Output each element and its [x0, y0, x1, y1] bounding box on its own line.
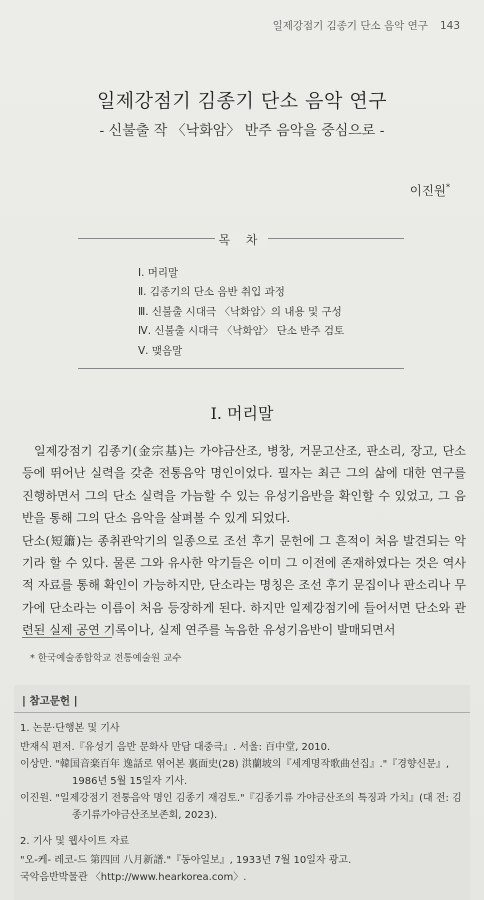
toc-item[interactable]: Ⅳ. 신불출 시대극 〈낙화암〉 단소 반주 검토	[138, 325, 345, 338]
author	[410, 181, 450, 199]
toc-item[interactable]: Ⅱ. 김종기의 단소 음반 취입 과정	[138, 286, 285, 299]
reference-entry: "오-케- 레코-드 第四回 八月新譜."『동아일보』, 1933년 7월 10일자 광고.	[20, 855, 352, 866]
footnote: * 한국예술종합학교 전통예술원 교수	[30, 653, 182, 664]
body-text	[22, 440, 466, 642]
section-heading: Ⅰ. 머리말	[210, 404, 274, 423]
running-title: 일제강점기 김종기 단소 음악 연구	[272, 20, 428, 32]
table-of-contents	[78, 233, 404, 369]
reference-category: 2. 기사 및 웹사이트 자료	[20, 836, 130, 847]
article-title: 일제강점기 김종기 단소 음악 연구	[96, 90, 388, 112]
footnote-rule	[22, 637, 112, 638]
toc-list	[138, 264, 344, 361]
spacer	[20, 824, 460, 832]
body-paragraph: 일제강점기 김종기(金宗基)는 가야금산조, 병창, 거문고산조, 판소리, 장고, 단소 등에 뛰어난 실력을 갖춘 전통음악 명인이었다. 필자는 최근 그의 삶에 대한 연구를 진행하면서 그의 단소 실력을 가늠할 수 있는 유성기음반을 확인할 수 있었고, 그 음반을 통해 그의 단소 음악을 살펴볼 수 있게 되었다.	[22, 444, 466, 526]
article-subtitle: - 신불출 작 〈낙화암〉 반주 음악을 중심으로 -	[99, 123, 385, 139]
references-body	[20, 719, 460, 886]
toc-item[interactable]: Ⅲ. 신불출 시대극 〈낙화암〉의 내용 및 구성	[138, 305, 342, 318]
references-box	[14, 685, 470, 900]
toc-title: 목 차	[78, 231, 404, 248]
references-title: | 참고문헌 |	[22, 695, 78, 707]
running-header	[273, 18, 460, 33]
reference-entry-continuation: 종기류가야금산조보존회, 2023).	[72, 810, 218, 821]
reference-category: 1. 논문·단행본 및 기사	[20, 723, 120, 734]
page-number: 143	[439, 20, 460, 32]
toc-item[interactable]: Ⅰ. 머리말	[138, 267, 179, 279]
reference-entry[interactable]: 국악음반박물관 〈http://www.hearkorea.com〉.	[20, 872, 247, 883]
reference-entry-continuation: 1986년 5월 15일자 기사.	[72, 776, 188, 787]
author-name: 이진원	[409, 183, 446, 198]
reference-entry: 이상만. "韓国音楽百年 逸話로 엮어본 裏面史(28) 洪蘭坡의『세계명작歌曲선집』."『경향신문』,	[20, 759, 450, 770]
author-footnote-mark: *	[446, 182, 450, 192]
reference-entry: 반재식 편저.『유성기 음반 문화사 만담 대중극』. 서울: 百中堂, 2010.	[20, 742, 331, 753]
body-paragraph: 단소(短簫)는 종취관악기의 일종으로 조선 후기 문헌에 그 흔적이 처음 발견되는 악기라 할 수 있다. 물론 그와 유사한 악기들은 이미 그 이전에 존재하였다는 것은 역사적 자료를 통해 확인이 가능하지만, 단소라는 명칭은 조선 후기 문집이나 판소리나 무가에 단소라는 이름이 처음 등장하게 된다. 하지만 일제강점기에 들어서면 단소와 관련된 실제 공연 기록이나, 실제 연주를 녹음한 유성기음반이 발매되면서	[22, 533, 466, 638]
reference-entry: 이진원. "일제강점기 전통음악 명인 김종기 재검토."『김종기류 가야금산조의 특징과 가치』(대 전: 김	[20, 793, 462, 804]
references-divider	[14, 712, 470, 713]
toc-item[interactable]: Ⅴ. 맺음말	[138, 344, 183, 357]
